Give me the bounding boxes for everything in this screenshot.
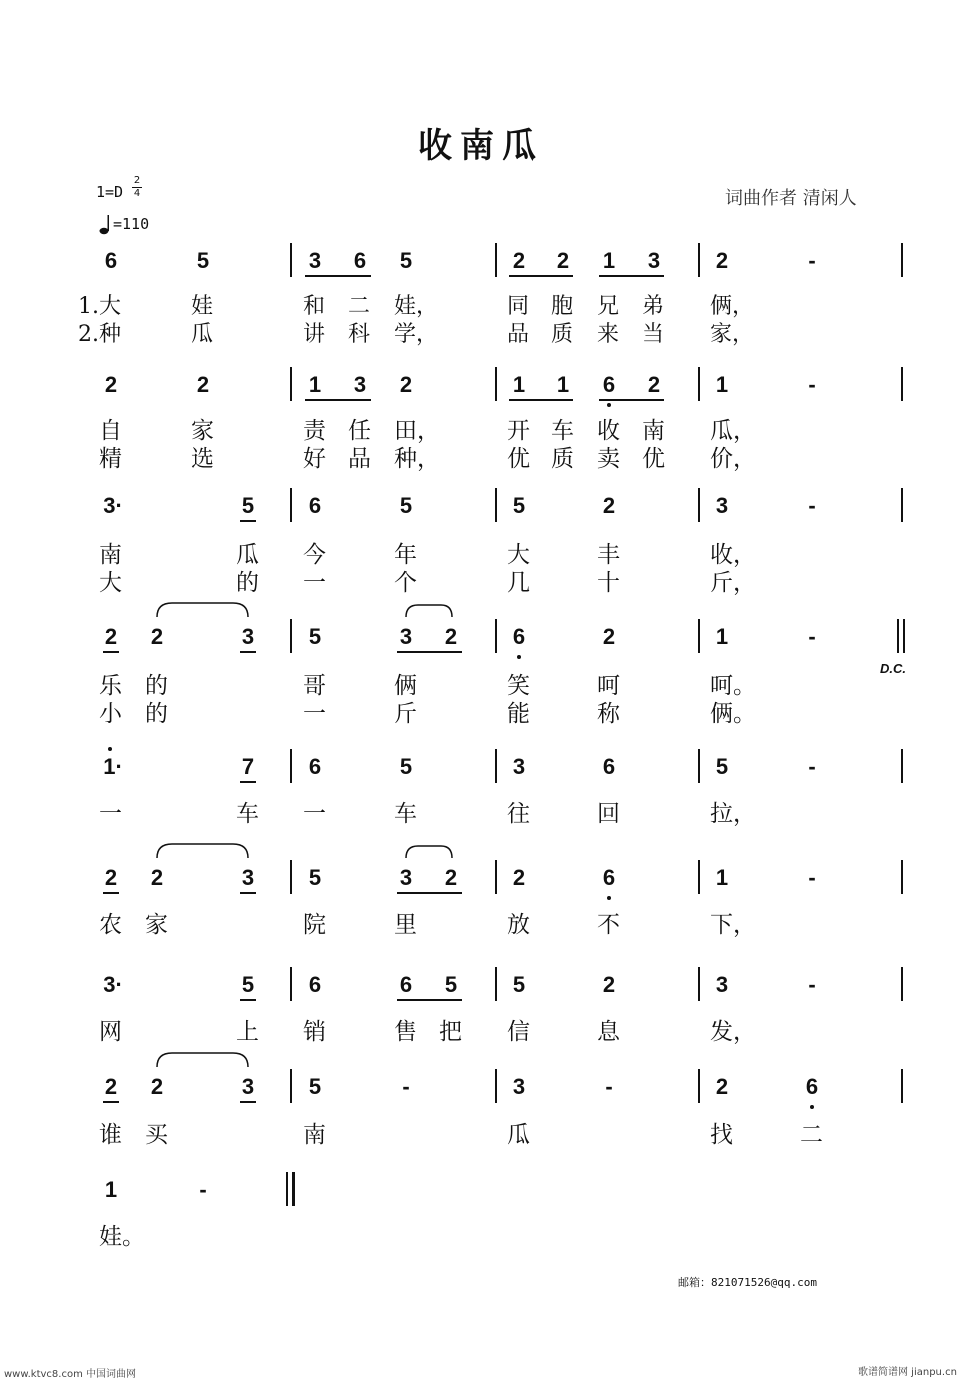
lyric: 车 [394, 801, 417, 827]
note: 2 [602, 624, 616, 649]
note: 6 [805, 1074, 819, 1099]
lyric: 责 [303, 418, 326, 444]
note: 3 [512, 1074, 526, 1099]
lyric: 当 [642, 322, 665, 347]
note: 3 [399, 624, 413, 649]
note: 2 [715, 1074, 729, 1099]
lyric: 弟 [642, 294, 665, 319]
lyric: 讲 [303, 322, 326, 347]
slur [157, 1053, 248, 1067]
note: 6 [399, 972, 413, 997]
lyric: 拉， [710, 801, 756, 827]
contact-email: 邮箱：821071526@qq.com [678, 1276, 817, 1289]
lyric: 种， [394, 446, 440, 472]
dash: - [402, 1074, 410, 1099]
note: 5 [308, 624, 322, 649]
note: 5 [399, 493, 413, 518]
lyric: 瓜 [507, 1122, 530, 1148]
lyric: 品 [507, 322, 530, 347]
note: 2 [150, 624, 164, 649]
note: 5 [512, 493, 526, 518]
note: 3 [308, 248, 322, 273]
lyric: 质 [551, 322, 574, 347]
lyric: 俩， [710, 294, 755, 319]
note: 3 [241, 865, 255, 890]
note: 1 [715, 865, 729, 890]
lyric: 瓜， [710, 418, 756, 444]
slur [406, 605, 452, 617]
note: 2 [104, 372, 118, 397]
lyric: 收 [597, 418, 620, 444]
note: 1· [103, 754, 123, 779]
note: 3 [715, 972, 729, 997]
note: 2 [444, 865, 458, 890]
dash: - [808, 372, 816, 397]
dash: - [808, 754, 816, 779]
lyric: 销 [303, 1019, 326, 1045]
note: 3· [103, 493, 123, 518]
note: 5 [444, 972, 458, 997]
lyric: 南 [642, 418, 665, 444]
lyric: 科 [348, 322, 371, 347]
dash: - [199, 1177, 207, 1202]
lyric: 下， [710, 912, 756, 938]
lyric: 二 [800, 1122, 823, 1148]
note: 6 [308, 493, 322, 518]
lyric: 笑 [507, 673, 530, 699]
time-signature-top: 2 [133, 175, 141, 186]
lyric: 信 [507, 1019, 530, 1045]
lyric: 斤 [394, 701, 417, 727]
note: 3· [103, 972, 123, 997]
lyric: 来 [597, 322, 620, 347]
lyric: 的 [236, 570, 259, 596]
composer-credit: 词曲作者 清闲人 [725, 188, 857, 209]
lyric: 能 [507, 701, 530, 727]
lyric: 和 [303, 294, 326, 319]
note: 5 [241, 972, 255, 997]
note: 5 [308, 1074, 322, 1099]
time-signature-bottom: 4 [133, 188, 141, 199]
dash: - [808, 248, 816, 273]
key-signature: 1=D [96, 183, 124, 201]
note: 6 [602, 865, 616, 890]
lyric: 2.种 [78, 322, 121, 347]
note: 6 [308, 972, 322, 997]
note: 5 [399, 754, 413, 779]
note: 2 [647, 372, 661, 397]
lyric: 放 [507, 912, 530, 938]
lyric: 的 [145, 701, 168, 727]
lyric: 一 [303, 701, 326, 727]
watermark-left: www.ktvc8.com 中国词曲网 [4, 1369, 137, 1380]
da-capo-marking: D.C. [880, 661, 906, 676]
lyric: 谁 [99, 1122, 122, 1148]
lyric: 1.大 [78, 294, 121, 319]
note: 2 [150, 1074, 164, 1099]
note: 2 [104, 1074, 118, 1099]
note: 1 [104, 1177, 118, 1202]
dash: - [808, 624, 816, 649]
lyric: 一 [99, 801, 122, 827]
dash: - [808, 972, 816, 997]
tempo-marking: =110 [113, 215, 150, 233]
note: 3 [241, 624, 255, 649]
note: 2 [556, 248, 570, 273]
lyric: 哥 [303, 673, 326, 699]
note: 3 [241, 1074, 255, 1099]
lyric: 车 [236, 801, 259, 827]
note: 5 [241, 493, 255, 518]
lyric: 二 [348, 294, 371, 319]
lyric: 兄 [597, 294, 620, 319]
lyric: 发， [710, 1019, 756, 1045]
lyric: 把 [439, 1019, 462, 1045]
lyric: 收， [710, 542, 756, 568]
note: 2 [512, 865, 526, 890]
lyric: 不 [597, 912, 620, 938]
lyric: 售 [394, 1019, 417, 1045]
slur [406, 846, 452, 858]
note: 6 [602, 372, 616, 397]
lyric: 一 [303, 570, 326, 596]
lyric: 优 [642, 446, 665, 472]
note: 7 [241, 754, 255, 779]
note: 5 [512, 972, 526, 997]
lyric: 娃， [394, 294, 439, 319]
lyric: 自 [99, 418, 122, 444]
note: 5 [196, 248, 210, 273]
lyric: 网 [99, 1019, 122, 1045]
lyric: 优 [507, 446, 530, 472]
note: 2 [602, 972, 616, 997]
lyric: 大 [507, 542, 530, 568]
lyric: 斤， [710, 570, 756, 596]
song-title: 收南瓜 [418, 126, 544, 166]
dash: - [605, 1074, 613, 1099]
lyric: 家 [191, 418, 214, 444]
note: 3 [512, 754, 526, 779]
lyric: 瓜 [191, 322, 214, 347]
lyric: 称 [597, 701, 620, 727]
lyric: 年 [394, 542, 417, 568]
note: 1 [715, 372, 729, 397]
lyric: 车 [551, 418, 574, 444]
lyric: 学， [394, 322, 439, 347]
note: 2 [444, 624, 458, 649]
watermark-right: 歌谱简谱网 jianpu.cn [858, 1367, 957, 1378]
lyric: 好 [303, 446, 326, 472]
note: 1 [602, 248, 616, 273]
lyric: 选 [191, 446, 214, 472]
lyric: 开 [507, 418, 530, 444]
lyric: 俩。 [710, 701, 756, 727]
lyric: 的 [145, 673, 168, 699]
note: 2 [512, 248, 526, 273]
lyric: 呵。 [710, 673, 756, 699]
note: 6 [602, 754, 616, 779]
lyric: 几 [507, 570, 530, 596]
lyric: 精 [99, 446, 122, 472]
note: 3 [399, 865, 413, 890]
note: 3 [353, 372, 367, 397]
lyric: 个 [394, 570, 417, 596]
note: 2 [602, 493, 616, 518]
slur [157, 603, 248, 617]
note: 2 [399, 372, 413, 397]
lyric: 南 [303, 1122, 326, 1148]
note: 2 [715, 248, 729, 273]
lyric: 娃 [191, 294, 214, 319]
lyric: 同 [507, 294, 530, 319]
lyric: 田， [394, 418, 440, 444]
lyric: 院 [303, 912, 326, 938]
lyric: 乐 [99, 673, 122, 699]
lyric: 大 [99, 570, 122, 596]
lyric: 今 [303, 542, 326, 568]
note: 2 [104, 624, 118, 649]
lyric: 农 [99, 912, 122, 938]
lyric: 买 [145, 1122, 168, 1148]
lyric: 呵 [597, 673, 620, 699]
lyric: 娃。 [99, 1224, 145, 1250]
note: 1 [308, 372, 322, 397]
note: 6 [512, 624, 526, 649]
lyric: 里 [394, 912, 417, 938]
dash: - [808, 493, 816, 518]
dash: - [808, 865, 816, 890]
lyric: 找 [710, 1122, 733, 1148]
lyric: 上 [236, 1019, 259, 1045]
lyric: 家 [145, 912, 168, 938]
lyric: 小 [99, 701, 122, 727]
lyric: 品 [348, 446, 371, 472]
lyric: 丰 [597, 542, 620, 568]
lyric: 质 [551, 446, 574, 472]
note: 5 [399, 248, 413, 273]
note: 1 [556, 372, 570, 397]
note: 5 [308, 865, 322, 890]
note: 6 [104, 248, 118, 273]
note: 1 [715, 624, 729, 649]
lyric: 回 [597, 801, 620, 827]
lyric: 家， [710, 322, 755, 347]
lyric: 一 [303, 801, 326, 827]
note: 6 [353, 248, 367, 273]
lyric: 南 [99, 542, 122, 568]
note: 2 [150, 865, 164, 890]
note: 3 [647, 248, 661, 273]
lyric: 往 [507, 801, 530, 827]
lyric: 十 [597, 570, 620, 596]
slur [157, 844, 248, 858]
lyric: 价， [710, 446, 756, 472]
note: 5 [715, 754, 729, 779]
lyric: 息 [597, 1019, 620, 1045]
lyric: 胞 [551, 294, 574, 319]
note: 1 [512, 372, 526, 397]
note: 3 [715, 493, 729, 518]
note: 2 [104, 865, 118, 890]
lyric: 瓜 [236, 542, 259, 568]
note: 2 [196, 372, 210, 397]
lyric: 卖 [597, 446, 620, 472]
note: 6 [308, 754, 322, 779]
lyric: 任 [348, 418, 371, 444]
lyric: 俩 [394, 673, 417, 699]
